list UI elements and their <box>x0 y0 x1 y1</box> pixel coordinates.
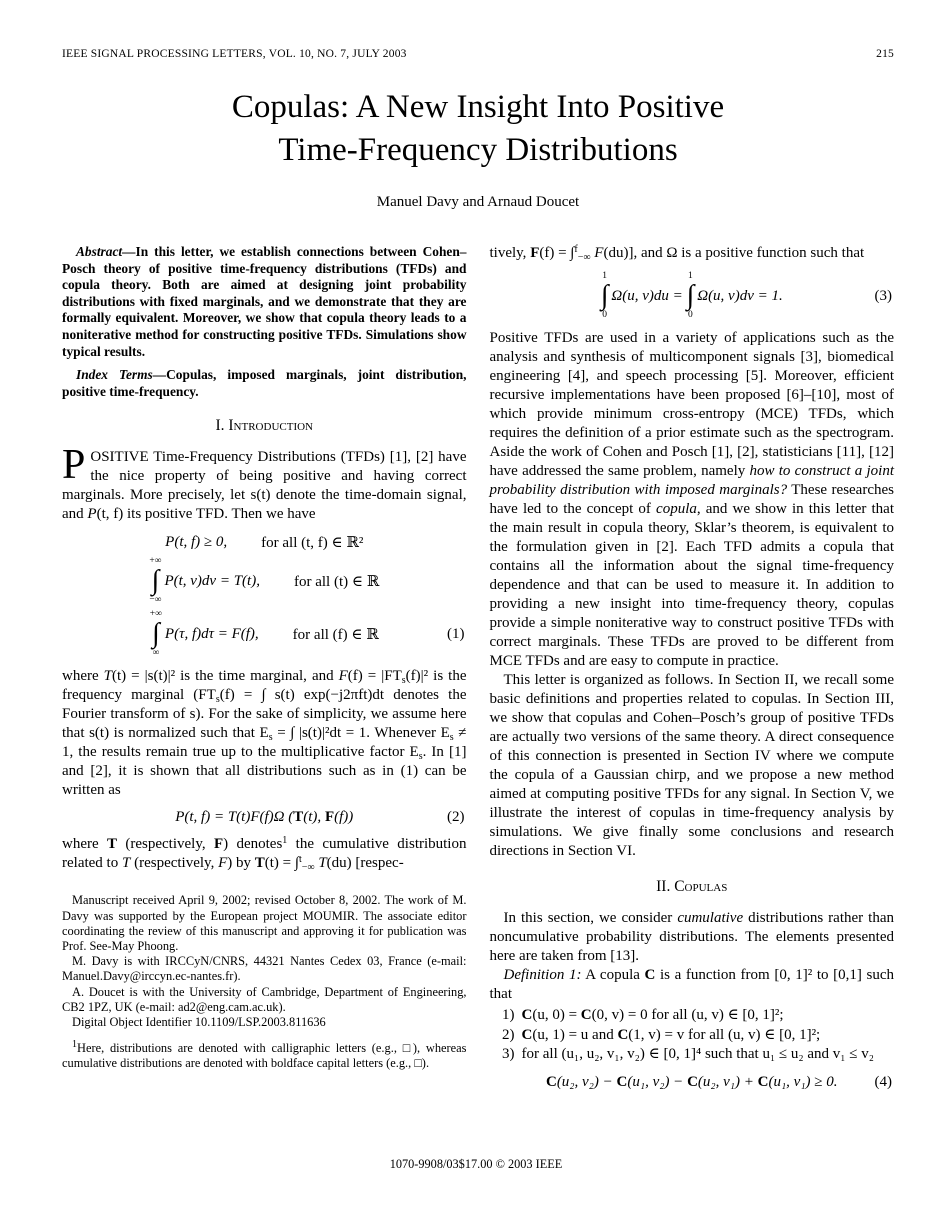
list-item-text: for all (u₁, u₂, v₁, v₂) ∈ [0, 1]⁴ such that u₁ ≤ u₂ and v₁ ≤ v₂ <box>521 1046 874 1062</box>
footnote-1: $^1$Here, distributions are denoted with calligraphic letters (e.g., □), whereas cumulative distributions are denoted with boldface capital letters (e.g., □). <box>62 1039 467 1071</box>
integral-lower-limit: −∞ <box>149 595 162 606</box>
equation-2-number: (2) <box>447 809 465 826</box>
equation-1-line-3 <box>62 610 467 658</box>
equation-4-line <box>490 1074 895 1091</box>
paper-title <box>62 86 894 172</box>
footnote-davy-affiliation: M. Davy is with IRCCyN/CNRS, 44321 Nantes Cedex 03, France (e-mail: Manuel.Davy@irccyn.ec-nantes.fr). <box>62 954 467 984</box>
title-line1: Copulas: A New Insight Into Positive <box>231 89 725 125</box>
integral-lower-limit: 0 <box>602 310 607 320</box>
equation-3-expr-2: Ω(u, v)dv = 1. <box>697 287 783 304</box>
authors-line: Manuel Davy and Arnaud Doucet <box>376 194 580 210</box>
list-item-text: C(u, 1) = u and C(1, v) = v for all (u, v) ∈ [0, 1]²; <box>521 1026 821 1043</box>
integral-sign <box>150 610 162 658</box>
equation-4-number: (4) <box>874 1073 892 1090</box>
title-line2: Time-Frequency Distributions <box>278 132 678 168</box>
equation-3-expr-1: Ω(u, v)du = <box>611 287 687 304</box>
integral-lower-limit: ∞ <box>152 648 160 659</box>
equation-2 <box>62 809 467 826</box>
definition-item-3 <box>490 1045 895 1065</box>
section-heading-introduction: I. Introduction <box>215 417 313 435</box>
equation-3-line <box>490 272 895 320</box>
equation-1-expr-2: P(t, ν)dν = T(t), <box>164 572 260 589</box>
list-item-number: 1) <box>502 1007 515 1023</box>
integral-glyph-icon: ∫ <box>600 280 609 311</box>
left-column <box>62 244 467 1100</box>
integral-sign <box>601 272 609 320</box>
integral-upper-limit: 1 <box>602 271 607 281</box>
organization-paragraph: This letter is organized as follows. In Section II, we recall some basic definitions and properties related to copulas. In Section III, we show that copulas and Cohen–Posch’s group of positive TFDs are actually two versions of the same theory. A direct consequence of this connection is presented in Section IV where we compute the copula of a Gaussian chirp, and we propose a new method aimed at computing positive TFDs for any signal. In Section V, we illustrate the interest of copulas in time-frequency analysis by simulations. We give finally some conclusions and research directions in Section VI. <box>489 672 894 859</box>
equation-1-cond-2: for all (t) ∈ ℝ <box>293 573 380 590</box>
cumulative-note-paragraph: where T (respectively, F) denotes$^1$ the cumulative distribution related to T (respectively, F) by T(t) = ∫$^t_{-\infty}$ T(du) [respec- <box>62 835 467 874</box>
equation-1-expr-3: P(τ, f)dτ = F(f), <box>164 625 259 642</box>
list-item-text: C(u, 0) = C(0, v) = 0 for all (u, v) ∈ [0, 1]²; <box>521 1007 784 1023</box>
equation-3 <box>490 272 895 320</box>
equation-1-line-2 <box>62 557 467 605</box>
equation-1-line-1 <box>62 533 467 552</box>
list-item-number: 3) <box>502 1046 515 1062</box>
equation-1 <box>62 533 467 658</box>
equation-3-number: (3) <box>874 287 892 304</box>
definition-item-1 <box>490 1006 895 1026</box>
integral-glyph-icon: ∫ <box>151 565 160 597</box>
journal-name: IEEE SIGNAL PROCESSING LETTERS, VOL. 10, NO. 7, JULY 2003 <box>62 48 407 60</box>
equation-4 <box>490 1074 895 1091</box>
intro-paragraph <box>62 442 467 524</box>
dropcap-letter: P <box>62 442 86 489</box>
integral-lower-limit: 0 <box>688 310 693 320</box>
abstract-paragraph <box>62 244 467 360</box>
index-terms-paragraph <box>62 367 467 400</box>
index-terms-lead: Index Terms— <box>76 367 167 383</box>
abstract-lead: Abstract— <box>76 244 136 259</box>
integral-glyph-icon: ∫ <box>152 618 160 650</box>
continuation-paragraph: tively, F(f) = ∫$^f_{-\infty}$ F(du)], and Ω is a positive function such that <box>489 244 865 263</box>
definition-item-2 <box>490 1026 895 1046</box>
footnote-doucet-affiliation: A. Doucet is with the University of Cambridge, Department of Engineering, CB2 1PZ, UK (e-mail: ad2@eng.cam.ac.uk). <box>62 984 467 1014</box>
page-number: 215 <box>876 48 894 60</box>
section-heading-copulas: II. Copulas <box>656 878 728 895</box>
equation-1-number: (1) <box>447 625 465 642</box>
intro-paragraph-text: OSITIVE Time-Frequency Distributions (TFDs) [1], [2] have the nice property of being positive and having correct marginals. More precisely, let s(t) denote the time-domain signal, and P(t, f) its positive TFD. Then we have <box>62 449 467 523</box>
marginals-paragraph: where T(t) = |s(t)|² is the time marginal, and $F(f) = |FT_s(f)|^2$ is the frequency marginal ($FT_s(f)$ = ∫ s(t) exp(−j2πft)dt denotes the Fourier transform of s). For the sake of simplicity, we assume here that s(t) is normalized such that $E_s$ = ∫ |s(t)|²dt = 1. Whenever $E_s \ne 1$, the results remain true up to the multiplicative factor $E_s$. In [1] and [2], it is shown that all distributions such as in (1) can be written as <box>62 668 467 799</box>
equation-4-expr: C(u₂, v₂) − C(u₁, v₂) − C(u₂, v₁) + C(u₁, v₁) ≥ 0. <box>545 1073 838 1090</box>
equation-1-expr-1: P(t, f) ≥ 0, <box>165 534 228 551</box>
copulas-intro-paragraph: In this section, we consider cumulative distributions rather than noncumulative probability distributions. The elements presented here are taken from [13]. <box>489 910 894 964</box>
right-column <box>490 244 895 1100</box>
two-column-layout <box>62 244 894 1100</box>
list-item-number: 2) <box>502 1026 515 1043</box>
equation-2-expr: P(t, f) = T(t)F(f)Ω (T(t), F(f)) <box>175 809 354 826</box>
applications-paragraph: Positive TFDs are used in a variety of applications such as the analysis and synthesis of multicomponent signals [3], biomedical engineering [4], and speech processing [5]. Moreover, efficient recursive implementations have been proposed [6]–[10], most of which provide minimum cross-entropy (MCE) TFDs, which requires the definition of a prior estimate such as the spectrogram. Aside the work of Cohen and Posch [1], [2], statisticians [11], [12] have addressed the same problem, namely how to construct a joint probability distribution with imposed marginals? These researches have led to the concept of copula, and we show in this letter that the main result in copula theory, Sklar’s theorem, is equivalent to the formulation given in [2]. Each TFD admits a copula that contains all the information about the signal time-frequency dependence and that can be used to measure it. In addition to providing a new insight into time-frequency theory, copulas provide a simple noniterative way to construct positive TFDs with correct marginals. These TFDs are proved to be different from MCE TFDs and are easy to compute in practice. <box>489 330 894 669</box>
abstract-text: In this letter, we establish connections between Cohen–Posch theory of positive time-frequency distributions (TFDs) and copula theory. Both are aimed at designing joint probability distributions with fixed marginals, and we demonstrate that they are formally equivalent. Moreover, we show that copula theory leads to a noniterative method for constructing positive TFDs. Simulations show typical results. <box>62 244 467 359</box>
integral-sign <box>687 272 695 320</box>
integral-upper-limit: +∞ <box>149 609 162 620</box>
integral-sign <box>149 557 161 605</box>
footnote-manuscript: Manuscript received April 9, 2002; revised October 8, 2002. The work of M. Davy was supported by the European project MOUMIR. The associate editor coordinating the review of this manuscript and approving it for publication was Prof. See-May Phoong. <box>62 893 467 953</box>
footnote-block <box>62 893 467 1071</box>
integral-glyph-icon: ∫ <box>686 280 695 311</box>
index-terms-text: Copulas, imposed marginals, joint distribution, positive time-frequency. <box>62 367 467 399</box>
equation-1-cond-1: for all (t, f) ∈ ℝ² <box>261 535 364 552</box>
equation-2-line <box>62 809 467 826</box>
equation-1-cond-3: for all (f) ∈ ℝ <box>292 626 379 643</box>
definition-paragraph: Definition 1: A copula C is a function from [0, 1]² to [0,1] such that <box>489 967 895 1002</box>
page-header <box>62 48 894 60</box>
footnote-doi: Digital Object Identifier 10.1109/LSP.2003.811636 <box>72 1014 326 1029</box>
copyright-footer: 1070-9908/03$17.00 © 2003 IEEE <box>389 1157 563 1171</box>
integral-upper-limit: +∞ <box>149 556 162 567</box>
definition-list <box>490 1006 895 1065</box>
integral-upper-limit: 1 <box>688 271 693 281</box>
